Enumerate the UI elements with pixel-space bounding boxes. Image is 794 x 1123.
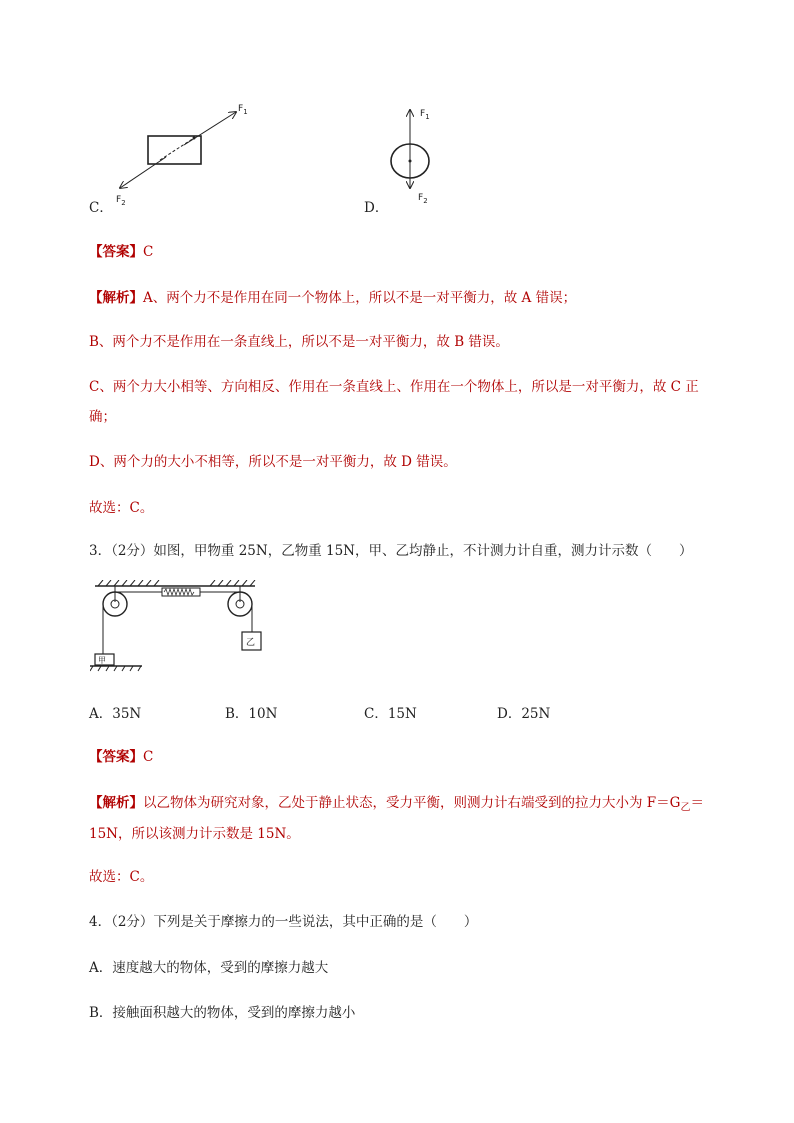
force-line-f2: [120, 157, 166, 188]
fig-c-f2-label: $F_2$: [116, 195, 126, 207]
q2-analysis-line-5: D、两个力的大小不相等，所以不是一对平衡力，故 D 错误。: [89, 454, 457, 470]
jia-label: 甲: [98, 656, 106, 665]
figure-c-diagram: [108, 96, 268, 210]
center-point: [409, 160, 412, 163]
q3-answer: [89, 745, 153, 765]
fig-c-f1-label: $F_1$: [238, 104, 248, 116]
q2-analysis-line-1: [89, 286, 576, 306]
q2-analysis-line-4: 确；: [89, 409, 116, 425]
box-object: [148, 136, 201, 164]
q3-pulley-diagram: [90, 580, 270, 672]
q2-answer: [89, 240, 153, 260]
figure-d-diagram: [380, 96, 460, 212]
fig-d-f1-label: $F_1$: [420, 109, 430, 121]
answer-label: 【答案】: [89, 244, 143, 260]
force-point: [193, 137, 196, 140]
answer-label: 【答案】: [89, 749, 143, 765]
option-c-label: C．: [89, 200, 113, 216]
answer-value: C: [143, 749, 154, 765]
q2-analysis-line-2: B、两个力不是作用在一条直线上，所以不是一对平衡力，故 B 错误。: [89, 334, 509, 350]
yi-label: 乙: [246, 638, 256, 648]
q4-option-a: A．速度越大的物体，受到的摩擦力越大: [89, 960, 329, 976]
answer-value: C: [143, 244, 154, 260]
q4-stem: 4．（2分）下列是关于摩擦力的一些说法，其中正确的是（ ）: [89, 914, 478, 930]
q2-analysis-line-3: C、两个力大小相等、方向相反、作用在一条直线上、作用在一个物体上，所以是一对平衡力，故 C 正: [89, 379, 699, 395]
q3-analysis-line-1: [89, 791, 704, 814]
q3-option-b: B．10N: [225, 706, 278, 722]
q4-option-b: B．接触面积越大的物体，受到的摩擦力越小: [89, 1005, 356, 1021]
analysis-subscript: 乙: [680, 802, 691, 814]
q2-conclusion: 故选：C。: [89, 500, 154, 516]
q3-conclusion: 故选：C。: [89, 869, 154, 885]
force-line-f1: [184, 112, 236, 145]
analysis-equals: ＝: [690, 795, 704, 811]
analysis-label: 【解析】: [89, 290, 143, 306]
analysis-text: 以乙物体为研究对象，乙处于静止状态，受力平衡，则测力计右端受到的拉力大小为 F＝G: [143, 795, 681, 811]
q3-option-a: A．35N: [89, 706, 142, 722]
q3-option-d: D．25N: [497, 706, 551, 722]
analysis-label: 【解析】: [89, 795, 143, 811]
q3-option-c: C．15N: [364, 706, 417, 722]
option-d-label: D．: [364, 200, 389, 216]
fig-d-f2-label: $F_2$: [418, 193, 428, 205]
analysis-text: A、两个力不是作用在同一个物体上，所以不是一对平衡力，故 A 错误；: [143, 290, 577, 306]
q3-analysis-line-2: 15N，所以该测力计示数是 15N。: [89, 826, 300, 842]
q3-stem: 3．（2分）如图，甲物重 25N，乙物重 15N，甲、乙均静止，不计测力计自重，测力计示数（ ）: [89, 543, 693, 559]
